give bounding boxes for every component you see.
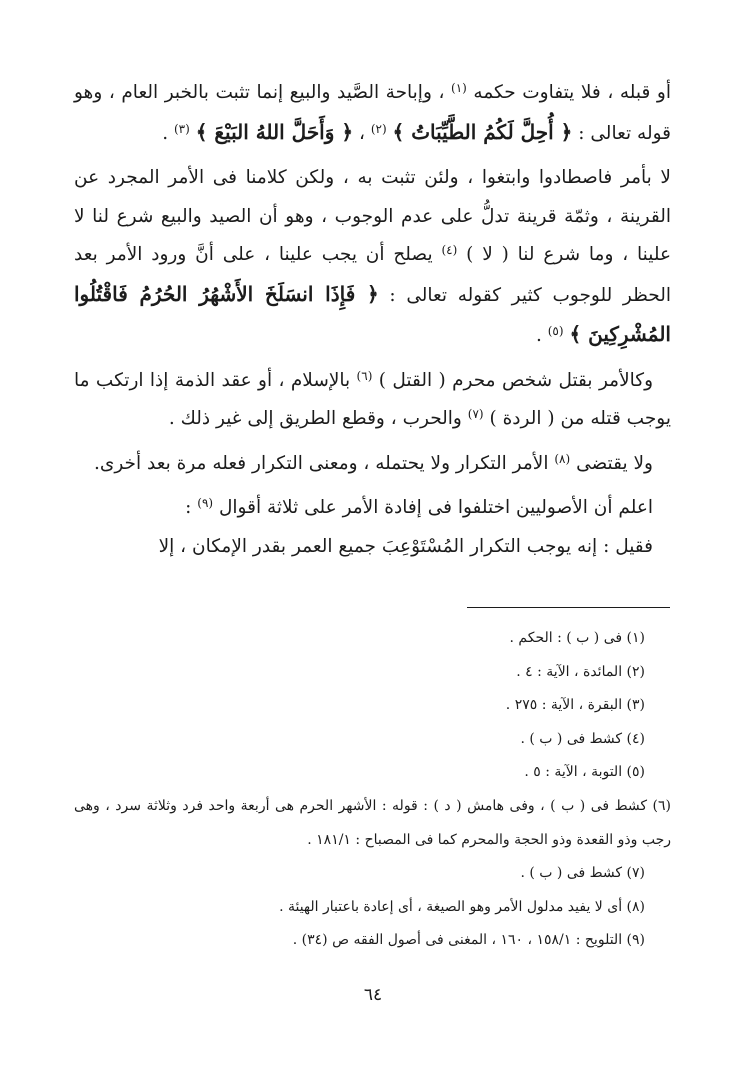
text-run: ، وإباحة الصَّيد والبيع إنما تثبت بالخبر العام ، وهو قوله تعالى : [74,82,671,144]
footnote-3: (٣) البقرة ، الآية : ٢٧٥ . [505,697,645,714]
text-run: والحرب ، وقطع الطريق إلى غير ذلك . [168,408,468,429]
footnotes [74,622,671,958]
footnote-2: (٢) المائدة ، الآية : ٤ . [516,663,645,680]
footnote-6: (٦) كشط فى ( ب ) ، وفى هامش ( د ) : قوله : الأشهر الحرم هى أربعة واحد فرد وثلاثة سرد ، وهى رجب وذو القعدة وذو الحجة والمحرم كما فى المصباح : ١٨١/١ . [74,797,671,848]
footnote-7: (٧) كشط فى ( ب ) . [520,865,645,882]
paragraph-6: فقيل : إنه يوجب التكرار المُسْتَوْعِبَ جميع العمر بقدر الإمكان ، إلا [158,535,653,557]
text-run: وكالأمر بقتل شخص محرم ( القتل ) [378,369,653,391]
footnote-ref-1: (١) [451,81,467,95]
footnote-ref-2: (٢) [370,121,387,136]
text-run: . [535,325,548,346]
text-run: ولا يقتضى [576,452,653,474]
paragraph-2 [74,159,671,356]
footnote-5: (٥) التوبة ، الآية : ٥ . [524,764,645,781]
text-run: . [162,122,174,144]
paragraph-5 [74,489,671,528]
text-run: ، [353,122,371,144]
text-run: اعلم أن الأصوليين اختلفوا فى إفادة الأمر على ثلاثة أقوال [218,497,653,518]
page-number: ٦٤ [363,985,383,1005]
footnote-4: (٤) كشط فى ( ب ) . [520,730,645,747]
footnote-9: (٩) التلويح : ١٥٨/١ ، ١٦٠ ، المغنى فى أصول الفقه ص (٣٤) . [292,932,645,949]
text-run: : [185,497,198,518]
paragraph-4 [74,445,671,484]
text-run: أو قبله ، فلا يتفاوت حكمه [473,82,671,103]
footnote-ref-6: (٦) [356,368,373,383]
footnote-ref-5: (٥) [547,324,564,338]
quran-verse-3: ﴿ فَإِذَا انسَلَخَ الأَشْهُرُ الحُرُمُ فَاقْتُلُوا المُشْرِكِينَ ﴾ [74,281,671,346]
text-run: يصلح أن يجب علينا ، على أنَّ ورود الأمر بعد الحظر للوجوب كثير كقوله تعالى : [74,244,672,306]
footnote-ref-7: (٧) [467,407,484,421]
footnote-ref-3: (٣) [173,121,190,136]
paragraph-1 [74,74,671,153]
footnote-ref-4: (٤) [441,243,458,257]
quran-verse-2: ﴿ وَأَحَلَّ اللهُ البَيْعَ ﴾ [195,119,354,144]
footnote-1: (١) فى ( ب ) : الحكم . [509,630,645,646]
footnote-separator [467,607,670,608]
text-run: بالإسلام ، أو عقد الذمة إذا ارتكب ما يوجب قتله من ( الردة ) [74,369,671,429]
text-run: الأمر التكرار ولا يحتمله ، ومعنى التكرار فعله مرة بعد أخرى. [93,452,555,474]
text-run: لا بأمر فاصطادوا وابتغوا ، ولئن تثبت به ، ولكن كلامنا فى الأمر المجرد عن القرينة ، وثمّة قرينة تدلُّ على عدم الوجوب ، وهو أن الصيد والبيع شرع لنا لا علينا ، وما شرع لنا ( لا ) [74,167,671,265]
footnote-8: (٨) أى لا يفيد مدلول الأمر وهو الصيغة ، أى إعادة باعتبار الهيئة . [279,898,645,915]
footnote-ref-9: (٩) [197,496,214,510]
main-text [74,74,671,566]
paragraph-3 [74,362,671,439]
footnote-ref-8: (٨) [554,451,571,466]
quran-verse-1: ﴿ أُحِلَّ لَكُمُ الطَّيِّبَاتُ ﴾ [392,119,573,144]
